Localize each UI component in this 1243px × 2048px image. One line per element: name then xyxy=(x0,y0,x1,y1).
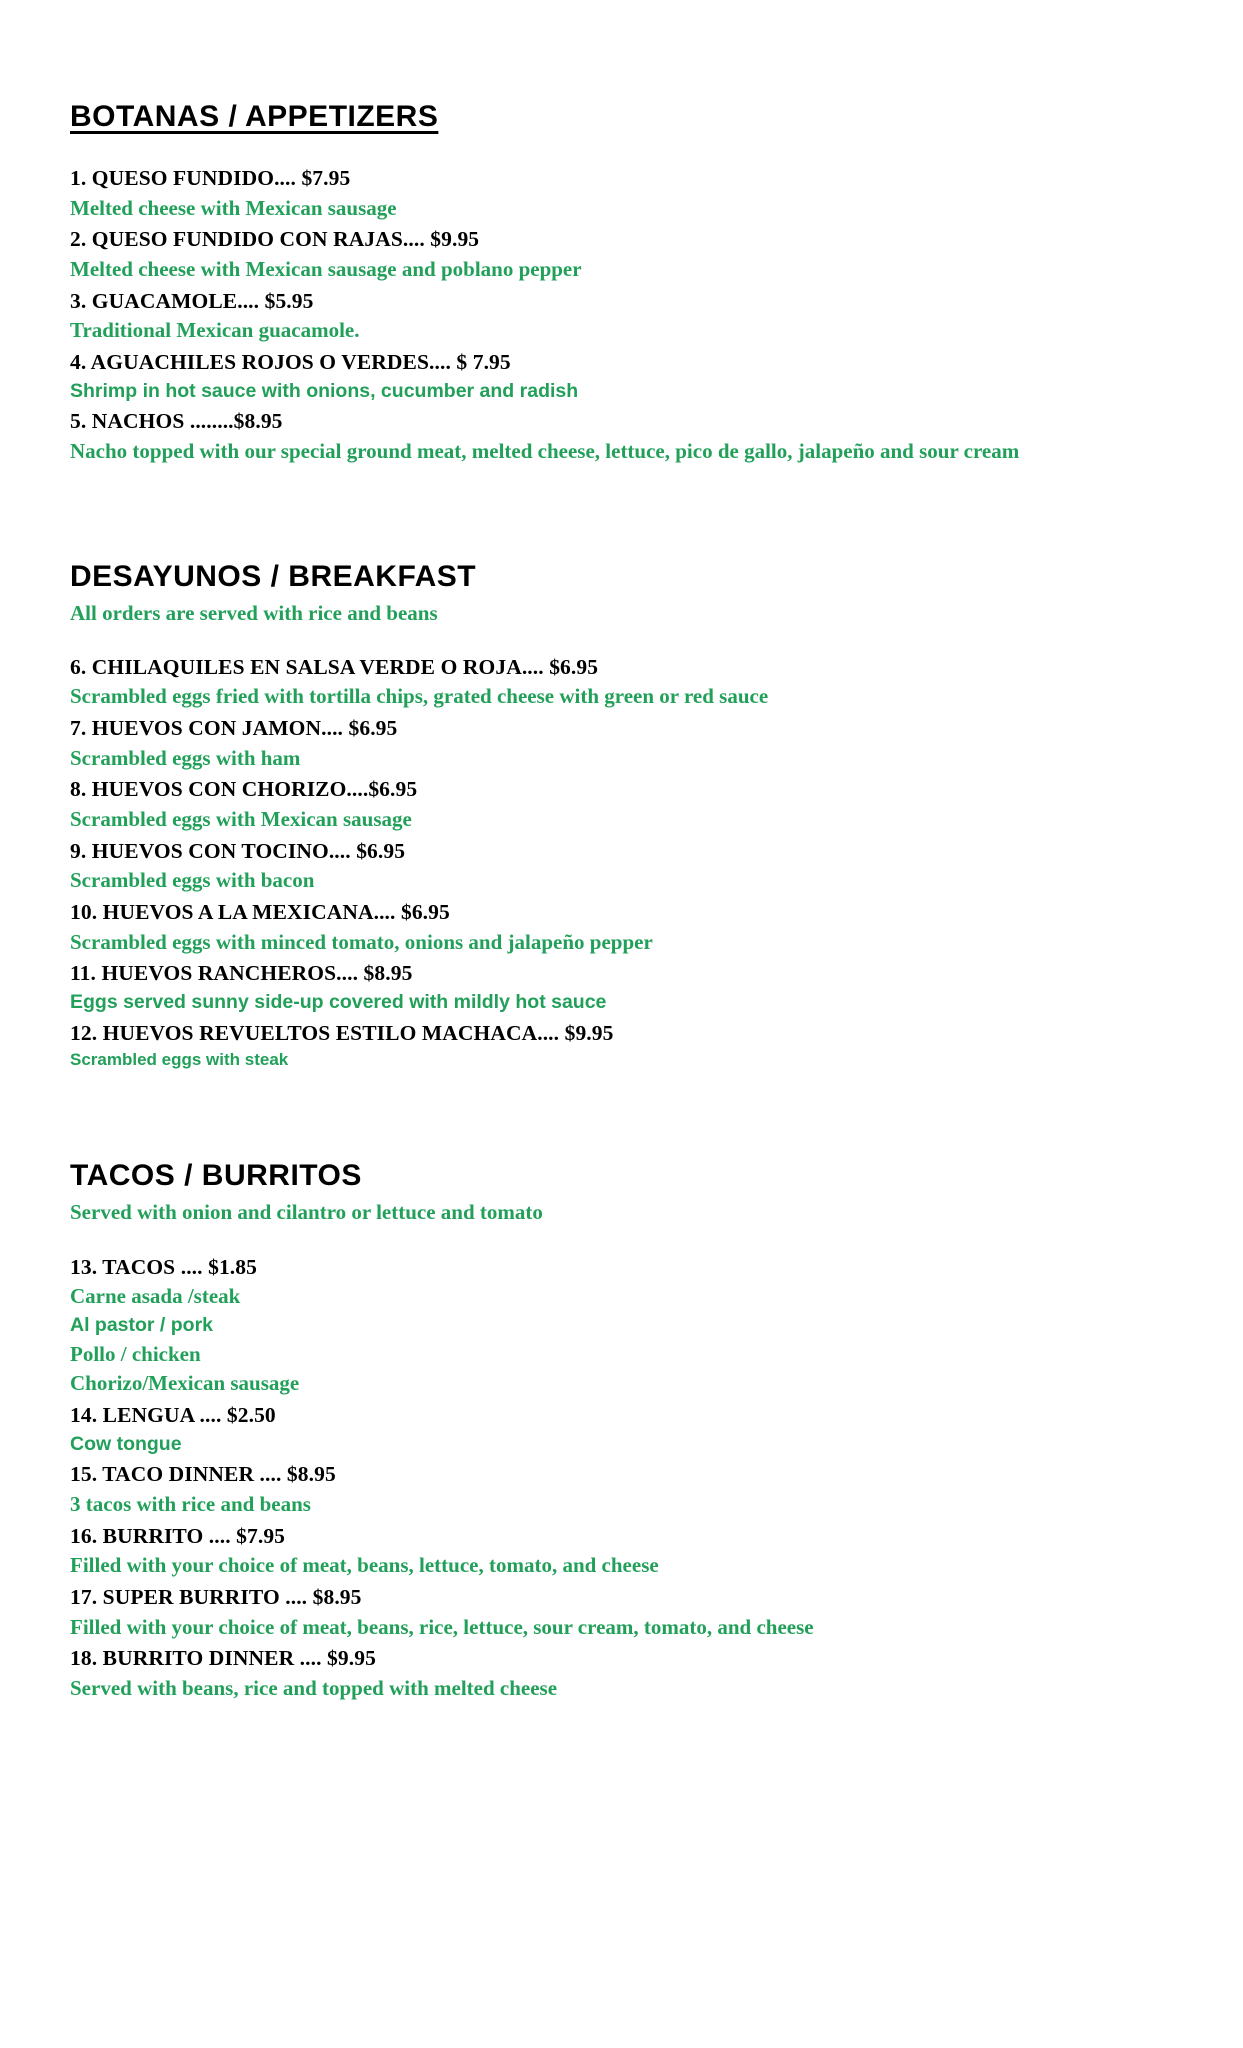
item-description-option: Pollo / chicken xyxy=(70,1341,201,1366)
menu-item xyxy=(70,1643,1173,1703)
item-name: 15. TACO DINNER .... $8.95 xyxy=(70,1462,336,1487)
item-name: 12. HUEVOS REVUELTOS ESTILO MACHACA.... $9.95 xyxy=(70,1020,614,1045)
item-description: Filled with your choice of meat, beans, lettuce, tomato, and cheese xyxy=(70,1553,659,1578)
menu-item xyxy=(70,1459,1173,1519)
menu-item xyxy=(70,897,1173,957)
item-name: 9. HUEVOS CON TOCINO.... $6.95 xyxy=(70,838,406,863)
item-description: 3 tacos with rice and beans xyxy=(70,1491,311,1516)
menu-item xyxy=(70,1521,1173,1581)
item-description: Served with beans, rice and topped with melted cheese xyxy=(70,1675,558,1700)
item-list-breakfast xyxy=(70,652,1173,1072)
item-description: Scrambled eggs with minced tomato, onions and jalapeño pepper xyxy=(70,929,653,954)
item-description: Scrambled eggs with Mexican sausage xyxy=(70,806,412,831)
section-note-tacos-burritos: Served with onion and cilantro or lettuce and tomato xyxy=(70,1200,543,1225)
menu-item xyxy=(70,1252,1173,1400)
item-name: 7. HUEVOS CON JAMON.... $6.95 xyxy=(70,716,398,741)
menu-section-breakfast xyxy=(70,560,1173,1073)
item-description: Scrambled eggs with bacon xyxy=(70,868,315,893)
menu-item xyxy=(70,347,1173,405)
item-description: Shrimp in hot sauce with onions, cucumber and radish xyxy=(70,379,579,402)
item-name: 16. BURRITO .... $7.95 xyxy=(70,1523,286,1548)
item-description: Scrambled eggs with ham xyxy=(70,745,301,770)
menu-item xyxy=(70,836,1173,896)
menu-item xyxy=(70,958,1173,1016)
item-name: 5. NACHOS ........$8.95 xyxy=(70,409,283,434)
menu-item xyxy=(70,652,1173,712)
item-name: 2. QUESO FUNDIDO CON RAJAS.... $9.95 xyxy=(70,227,480,252)
item-description: Cow tongue xyxy=(70,1432,182,1455)
item-description: Melted cheese with Mexican sausage xyxy=(70,195,397,220)
section-spacer xyxy=(70,468,1173,560)
item-description: Melted cheese with Mexican sausage and poblano pepper xyxy=(70,256,582,281)
item-name: 8. HUEVOS CON CHORIZO....$6.95 xyxy=(70,777,418,802)
menu-item xyxy=(70,406,1070,466)
item-name: 18. BURRITO DINNER .... $9.95 xyxy=(70,1646,376,1671)
menu-item xyxy=(70,224,1173,284)
item-description-option: Al pastor / pork xyxy=(70,1313,214,1336)
item-description: Filled with your choice of meat, beans, rice, lettuce, sour cream, tomato, and cheese xyxy=(70,1614,814,1639)
section-title-appetizers: BOTANAS / APPETIZERS xyxy=(70,100,439,133)
item-name: 11. HUEVOS RANCHEROS.... $8.95 xyxy=(70,961,413,986)
item-description: Carne asada /steak xyxy=(70,1284,241,1309)
item-name: 4. AGUACHILES ROJOS O VERDES.... $ 7.95 xyxy=(70,349,511,374)
item-name: 6. CHILAQUILES EN SALSA VERDE O ROJA.... $6.95 xyxy=(70,654,599,679)
item-name: 17. SUPER BURRITO .... $8.95 xyxy=(70,1585,362,1609)
section-spacer xyxy=(70,1073,1173,1159)
menu-item xyxy=(70,286,1173,346)
menu-item xyxy=(70,163,1173,223)
section-title-tacos-burritos: TACOS / BURRITOS xyxy=(70,1159,362,1193)
item-description: Scrambled eggs with steak xyxy=(70,1050,289,1070)
item-description: Traditional Mexican guacamole. xyxy=(70,318,360,343)
item-description: Nacho topped with our special ground meat, melted cheese, lettuce, pico de gallo, jalapeño and sour cream xyxy=(70,438,1020,463)
item-description-option: Chorizo/Mexican sausage xyxy=(70,1371,300,1396)
item-name: 13. TACOS .... $1.85 xyxy=(70,1254,257,1279)
item-name: 3. GUACAMOLE.... $5.95 xyxy=(70,288,314,313)
menu-item xyxy=(70,1400,1173,1458)
item-list-tacos-burritos xyxy=(70,1252,1173,1704)
item-name: 14. LENGUA .... $2.50 xyxy=(70,1403,276,1428)
section-title-breakfast: DESAYUNOS / BREAKFAST xyxy=(70,559,477,593)
menu-item xyxy=(70,774,1173,834)
menu-item xyxy=(70,713,1173,773)
section-note-breakfast: All orders are served with rice and beans xyxy=(70,600,438,625)
menu-section-tacos-burritos xyxy=(70,1159,1173,1703)
item-name: 1. QUESO FUNDIDO.... $7.95 xyxy=(70,166,351,190)
item-description: Eggs served sunny side-up covered with mildly hot sauce xyxy=(70,990,607,1013)
item-description: Scrambled eggs fried with tortilla chips, grated cheese with green or red sauce xyxy=(70,684,769,709)
menu-item xyxy=(70,1018,1173,1073)
menu-item xyxy=(70,1582,1173,1642)
item-name: 10. HUEVOS A LA MEXICANA.... $6.95 xyxy=(70,900,450,925)
menu-section-appetizers xyxy=(70,100,1173,467)
item-list-appetizers xyxy=(70,163,1173,467)
